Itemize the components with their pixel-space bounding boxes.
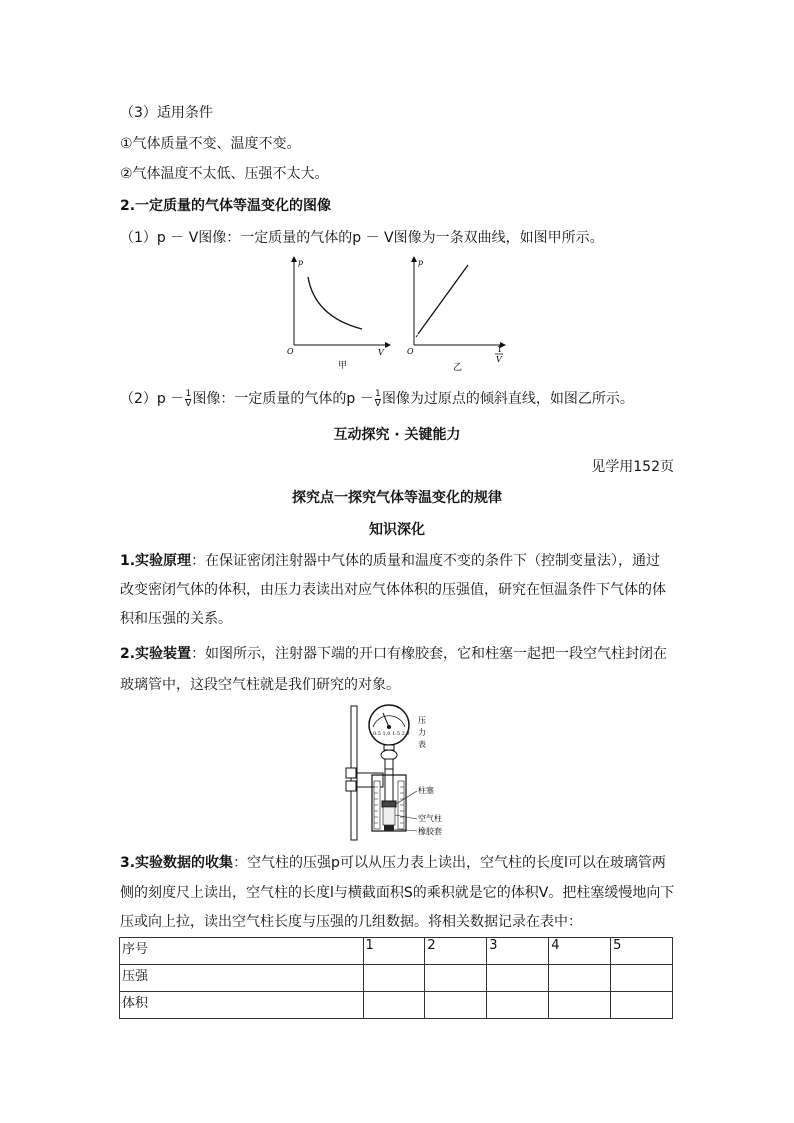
table-row	[120, 992, 673, 1019]
table-cell: 3	[487, 938, 549, 965]
table-cell: 体积	[120, 992, 364, 1019]
fraction-1-over-v: $\frac{1}{V}$	[185, 388, 192, 409]
condition-1: ①气体质量不变、温度不变。	[120, 136, 301, 152]
data-table	[119, 937, 673, 1019]
section-2-title: 2.一定质量的气体等温变化的图像	[120, 198, 332, 214]
figure-jia	[282, 255, 392, 375]
air-column-label: 空气柱	[418, 814, 442, 823]
rubber-cap-label: 橡胶套	[418, 827, 442, 836]
yi-origin-label: O	[407, 347, 414, 356]
knowledge-title: 知识深化	[369, 522, 425, 538]
data-collection-line-1: 3.实验数据的收集：空气柱的压强p可以从压力表上读出，空气柱的长度l可以在玻璃管两	[120, 855, 666, 871]
yi-x-denominator: V	[496, 355, 502, 364]
data-collection-line-3: 压或向上拉，读出空气柱长度与压强的几组数据。将相关数据记录在表中：	[120, 914, 582, 930]
section-title: 互动探究 · 关键能力	[333, 427, 461, 443]
table-cell	[611, 992, 673, 1019]
principle-line-2: 改变密闭气体的体积，由压力表读出对应气体体积的压强值，研究在恒温条件下气体的体	[120, 582, 666, 598]
table-cell	[363, 965, 425, 992]
jia-origin-label: O	[287, 347, 294, 356]
pv-graph-description: （1）p － V图像：一定质量的气体的p － V图像为一条双曲线，如图甲所示。	[120, 230, 604, 246]
plunger-label: 柱塞	[418, 786, 434, 795]
p-inverse-v-description: （2）p － $\frac{1}{V}$ 图像：一定质量的气体的p － $\frac{1}{V}$ 图像为过原点的倾斜直线，如图乙所示。	[120, 388, 634, 409]
table-cell: 4	[549, 938, 611, 965]
gauge-label-1: 压	[418, 716, 426, 725]
table-cell	[487, 992, 549, 1019]
principle-line-1: 1.实验原理：在保证密闭注射器中气体的质量和温度不变的条件下（控制变量法），通过	[120, 553, 661, 569]
yi-x-numerator: 1	[497, 345, 503, 354]
table-cell: 压强	[120, 965, 364, 992]
data-collection-line-2: 侧的刻度尺上读出，空气柱的长度l与横截面积S的乘积就是它的体积V。把柱塞缓慢地向下	[120, 885, 675, 901]
yi-p-label: p	[418, 258, 424, 267]
principle-line-3: 积和压强的关系。	[120, 611, 232, 627]
table-cell	[549, 965, 611, 992]
table-cell	[549, 992, 611, 1019]
apparatus-line-2: 玻璃管中，这段空气柱就是我们研究的对象。	[120, 677, 400, 693]
jia-p-label: p	[298, 258, 304, 267]
apparatus-line-1: 2.实验装置：如图所示，注射器下端的开口有橡胶套，它和柱塞一起把一段空气柱封闭在	[120, 646, 668, 662]
jia-caption: 甲	[338, 361, 348, 371]
table-cell: 1	[363, 938, 425, 965]
subsection-heading: （3）适用条件	[120, 105, 213, 121]
table-cell: 序号	[120, 938, 364, 965]
table-header-row	[120, 938, 673, 965]
gauge-dial-scale: 0.5 1.0 1.5 2.0	[373, 731, 410, 737]
condition-2: ②气体温度不太低、压强不太大。	[120, 166, 329, 182]
gauge-label-3: 表	[418, 740, 426, 749]
yi-caption: 乙	[453, 363, 463, 373]
table-cell: 5	[611, 938, 673, 965]
page-reference: 见学用152页	[591, 459, 674, 475]
table-cell	[487, 965, 549, 992]
gauge-label-2: 力	[418, 728, 426, 737]
table-cell	[425, 992, 487, 1019]
fraction-1-over-v: $\frac{1}{V}$	[374, 388, 381, 409]
table-row	[120, 965, 673, 992]
table-cell: 2	[425, 938, 487, 965]
table-cell	[611, 965, 673, 992]
table-cell	[363, 992, 425, 1019]
table-cell	[425, 965, 487, 992]
jia-v-label: V	[378, 348, 384, 357]
figure-yi	[402, 255, 512, 375]
inquiry-title: 探究点一探究气体等温变化的规律	[292, 490, 502, 506]
apparatus-figure	[343, 703, 473, 843]
